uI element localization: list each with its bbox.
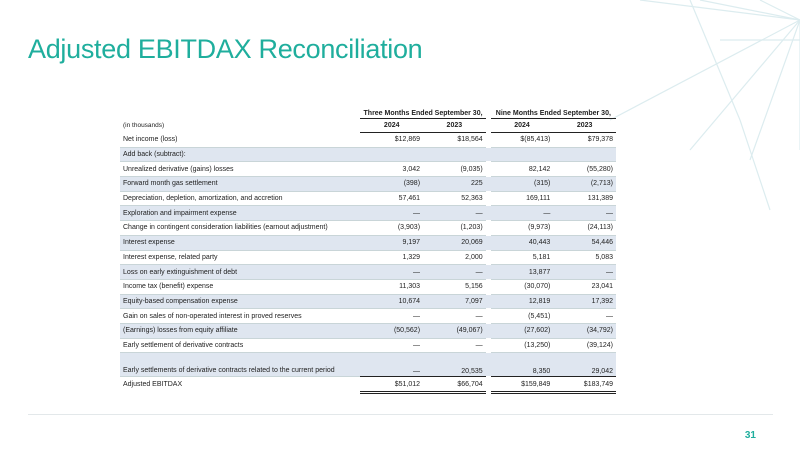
value-cell: 23,041 <box>553 279 616 294</box>
value-cell: (49,067) <box>423 323 486 338</box>
value-cell: — <box>360 265 423 280</box>
value-cell: (2,713) <box>553 177 616 192</box>
table-row <box>120 294 616 309</box>
table-row <box>120 191 616 206</box>
value-cell: $183,749 <box>553 377 616 393</box>
three-months-header: Three Months Ended September 30, <box>360 98 485 119</box>
value-cell: 5,083 <box>553 250 616 265</box>
value-cell: — <box>491 206 554 221</box>
value-cell <box>491 147 554 162</box>
table-row <box>120 177 616 192</box>
total-row <box>120 377 616 393</box>
value-cell: (39,124) <box>553 338 616 353</box>
row-label: Gain on sales of non-operated interest in proved reserves <box>120 309 360 324</box>
value-cell: — <box>360 206 423 221</box>
value-cell: 17,392 <box>553 294 616 309</box>
row-label: (Earnings) losses from equity affiliate <box>120 323 360 338</box>
year-header-row <box>120 119 616 133</box>
row-label: Forward month gas settlement <box>120 177 360 192</box>
value-cell: (315) <box>491 177 554 192</box>
value-cell: 57,461 <box>360 191 423 206</box>
value-cell: 54,446 <box>553 235 616 250</box>
value-cell: 1,329 <box>360 250 423 265</box>
table-body <box>120 133 616 393</box>
row-label: Adjusted EBITDAX <box>123 381 183 389</box>
value-cell: (398) <box>360 177 423 192</box>
row-label: Early settlement of derivative contracts <box>120 338 360 353</box>
row-label: Change in contingent consideration liabilities (earnout adjustment) <box>120 221 360 236</box>
value-cell: 5,181 <box>491 250 554 265</box>
year-header: 2023 <box>423 119 486 133</box>
value-cell: 8,350 <box>491 353 554 377</box>
table-row <box>120 235 616 250</box>
value-cell: 11,303 <box>360 279 423 294</box>
value-cell: — <box>360 309 423 324</box>
value-cell: (3,903) <box>360 221 423 236</box>
value-cell: (1,203) <box>423 221 486 236</box>
value-cell: — <box>553 265 616 280</box>
value-cell: (50,562) <box>360 323 423 338</box>
value-cell: 9,197 <box>360 235 423 250</box>
value-cell: (55,280) <box>553 162 616 177</box>
value-cell: (34,792) <box>553 323 616 338</box>
value-cell: 131,389 <box>553 191 616 206</box>
footer-divider <box>28 414 773 415</box>
table-row <box>120 162 616 177</box>
value-cell: — <box>553 309 616 324</box>
value-cell: 7,097 <box>423 294 486 309</box>
value-cell: $159,849 <box>491 377 554 393</box>
value-cell: 29,042 <box>553 353 616 377</box>
year-header: 2024 <box>360 119 423 133</box>
value-cell: 225 <box>423 177 486 192</box>
row-label: Depreciation, depletion, amortization, and accretion <box>120 191 360 206</box>
table-row <box>120 133 616 148</box>
value-cell: — <box>423 206 486 221</box>
value-cell: $51,012 <box>360 377 423 393</box>
row-label: Loss on early extinguishment of debt <box>120 265 360 280</box>
value-cell: — <box>360 338 423 353</box>
table-row <box>120 279 616 294</box>
table-row <box>120 338 616 353</box>
value-cell: $12,869 <box>360 133 423 148</box>
table-row <box>120 221 616 236</box>
value-cell: (13,250) <box>491 338 554 353</box>
value-cell: 20,535 <box>423 353 486 377</box>
year-header: 2023 <box>553 119 616 133</box>
table-row <box>120 353 616 377</box>
value-cell: 169,111 <box>491 191 554 206</box>
value-cell: — <box>423 338 486 353</box>
page-title: Adjusted EBITDAX Reconciliation <box>28 34 423 64</box>
table-row <box>120 323 616 338</box>
value-cell: 52,363 <box>423 191 486 206</box>
table-row <box>120 250 616 265</box>
value-cell: (24,113) <box>553 221 616 236</box>
value-cell: — <box>423 309 486 324</box>
nine-months-header: Nine Months Ended September 30, <box>491 98 616 119</box>
value-cell: 40,443 <box>491 235 554 250</box>
value-cell: 5,156 <box>423 279 486 294</box>
row-label: Equity-based compensation expense <box>120 294 360 309</box>
value-cell: 12,819 <box>491 294 554 309</box>
year-header: 2024 <box>491 119 554 133</box>
value-cell: $79,378 <box>553 133 616 148</box>
value-cell: (27,602) <box>491 323 554 338</box>
value-cell: (9,035) <box>423 162 486 177</box>
value-cell: $(85,413) <box>491 133 554 148</box>
table-row <box>120 309 616 324</box>
row-label: Income tax (benefit) expense <box>120 279 360 294</box>
row-label: Early settlements of derivative contracts related to the current period <box>120 353 360 377</box>
table-row <box>120 265 616 280</box>
value-cell: (5,451) <box>491 309 554 324</box>
value-cell: 3,042 <box>360 162 423 177</box>
value-cell <box>423 147 486 162</box>
value-cell: 20,069 <box>423 235 486 250</box>
value-cell: — <box>360 353 423 377</box>
row-label: Net income (loss) <box>120 133 360 148</box>
value-cell: 13,877 <box>491 265 554 280</box>
value-cell: — <box>423 265 486 280</box>
value-cell: — <box>553 206 616 221</box>
header-spacer <box>120 98 360 119</box>
row-label: Exploration and impairment expense <box>120 206 360 221</box>
value-cell <box>553 147 616 162</box>
value-cell <box>360 147 423 162</box>
row-label: Unrealized derivative (gains) losses <box>120 162 360 177</box>
value-cell: (30,070) <box>491 279 554 294</box>
row-label: Add back (subtract): <box>120 147 360 162</box>
unit-label: (in thousands) <box>123 122 165 129</box>
value-cell: 82,142 <box>491 162 554 177</box>
value-cell: 2,000 <box>423 250 486 265</box>
value-cell: (9,973) <box>491 221 554 236</box>
ebitdax-reconciliation-table <box>120 98 616 394</box>
row-label: Interest expense, related party <box>120 250 360 265</box>
row-label: Interest expense <box>120 235 360 250</box>
table-row <box>120 206 616 221</box>
value-cell: 10,674 <box>360 294 423 309</box>
value-cell: $18,564 <box>423 133 486 148</box>
value-cell: $66,704 <box>423 377 486 393</box>
page-number: 31 <box>744 430 756 441</box>
period-header-row <box>120 98 616 119</box>
table-row <box>120 147 616 162</box>
